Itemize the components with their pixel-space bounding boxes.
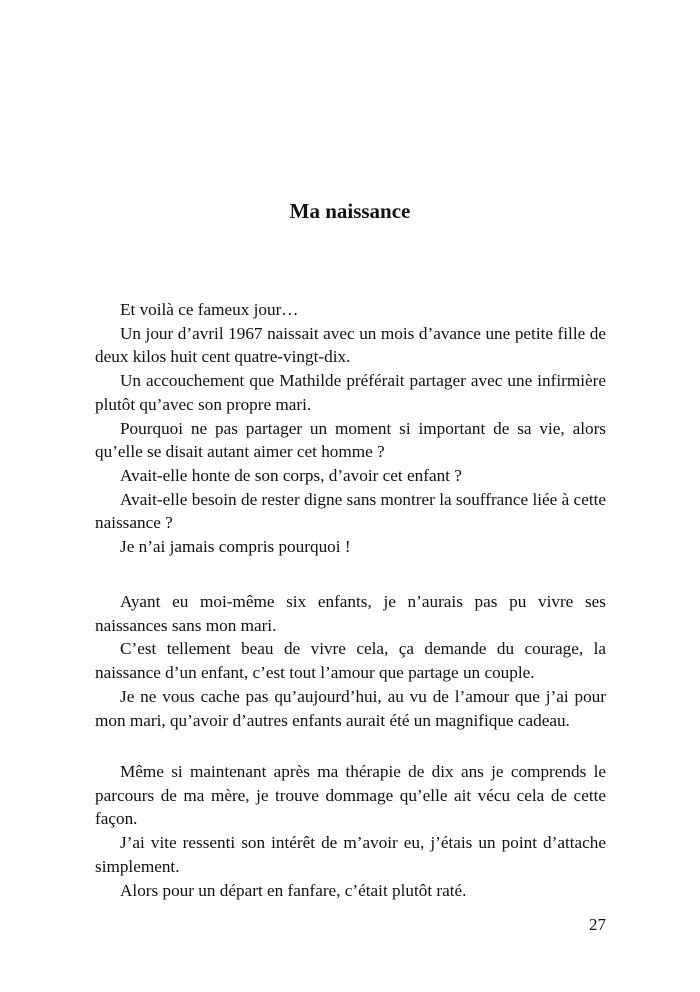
paragraph: Je ne vous cache pas qu’aujourd’hui, au vu de l’amour que j’ai pour mon mari, qu’avoir d’autres enfants aurait été un magnifique cadeau. (95, 686, 606, 730)
text-block-1 (95, 298, 606, 559)
paragraph: Avait-elle honte de son corps, d’avoir cet enfant ? (120, 465, 462, 485)
paragraph: J’ai vite ressenti son intérêt de m’avoir eu, j’étais un point d’attache simplement. (95, 833, 606, 876)
paragraph: Et voilà ce fameux jour… (120, 300, 299, 319)
paragraph: Ayant eu moi-même six enfants, je n’aurais pas pu vivre ses naissances sans mon mari. (95, 592, 606, 635)
paragraph: Un accouchement que Mathilde préférait partager avec une infirmière plutôt qu’avec son propre mari. (95, 371, 606, 414)
text-block-3 (95, 760, 606, 902)
chapter-title: Ma naissance (289, 199, 411, 223)
text-block-2 (95, 590, 606, 732)
paragraph: Alors pour un départ en fanfare, c’était plutôt raté. (120, 880, 467, 900)
paragraph: Un jour d’avril 1967 naissait avec un mois d’avance une petite fille de deux kilos huit cent quatre-vingt-dix. (95, 323, 606, 367)
paragraph: Je n’ai jamais compris pourquoi ! (120, 537, 351, 557)
paragraph: Avait-elle besoin de rester digne sans montrer la souffrance liée à cette naissance ? (95, 489, 606, 533)
paragraph: C’est tellement beau de vivre cela, ça demande du courage, la naissance d’un enfant, c’est tout l’amour que partage un couple. (95, 639, 606, 683)
paragraph: Même si maintenant après ma thérapie de dix ans je comprends le parcours de ma mère, je trouve dommage qu’elle ait vécu cela de cette façon. (95, 762, 606, 829)
paragraph: Pourquoi ne pas partager un moment si important de sa vie, alors qu’elle se disait autant aimer cet homme ? (95, 418, 606, 462)
page-number: 27 (589, 915, 606, 934)
